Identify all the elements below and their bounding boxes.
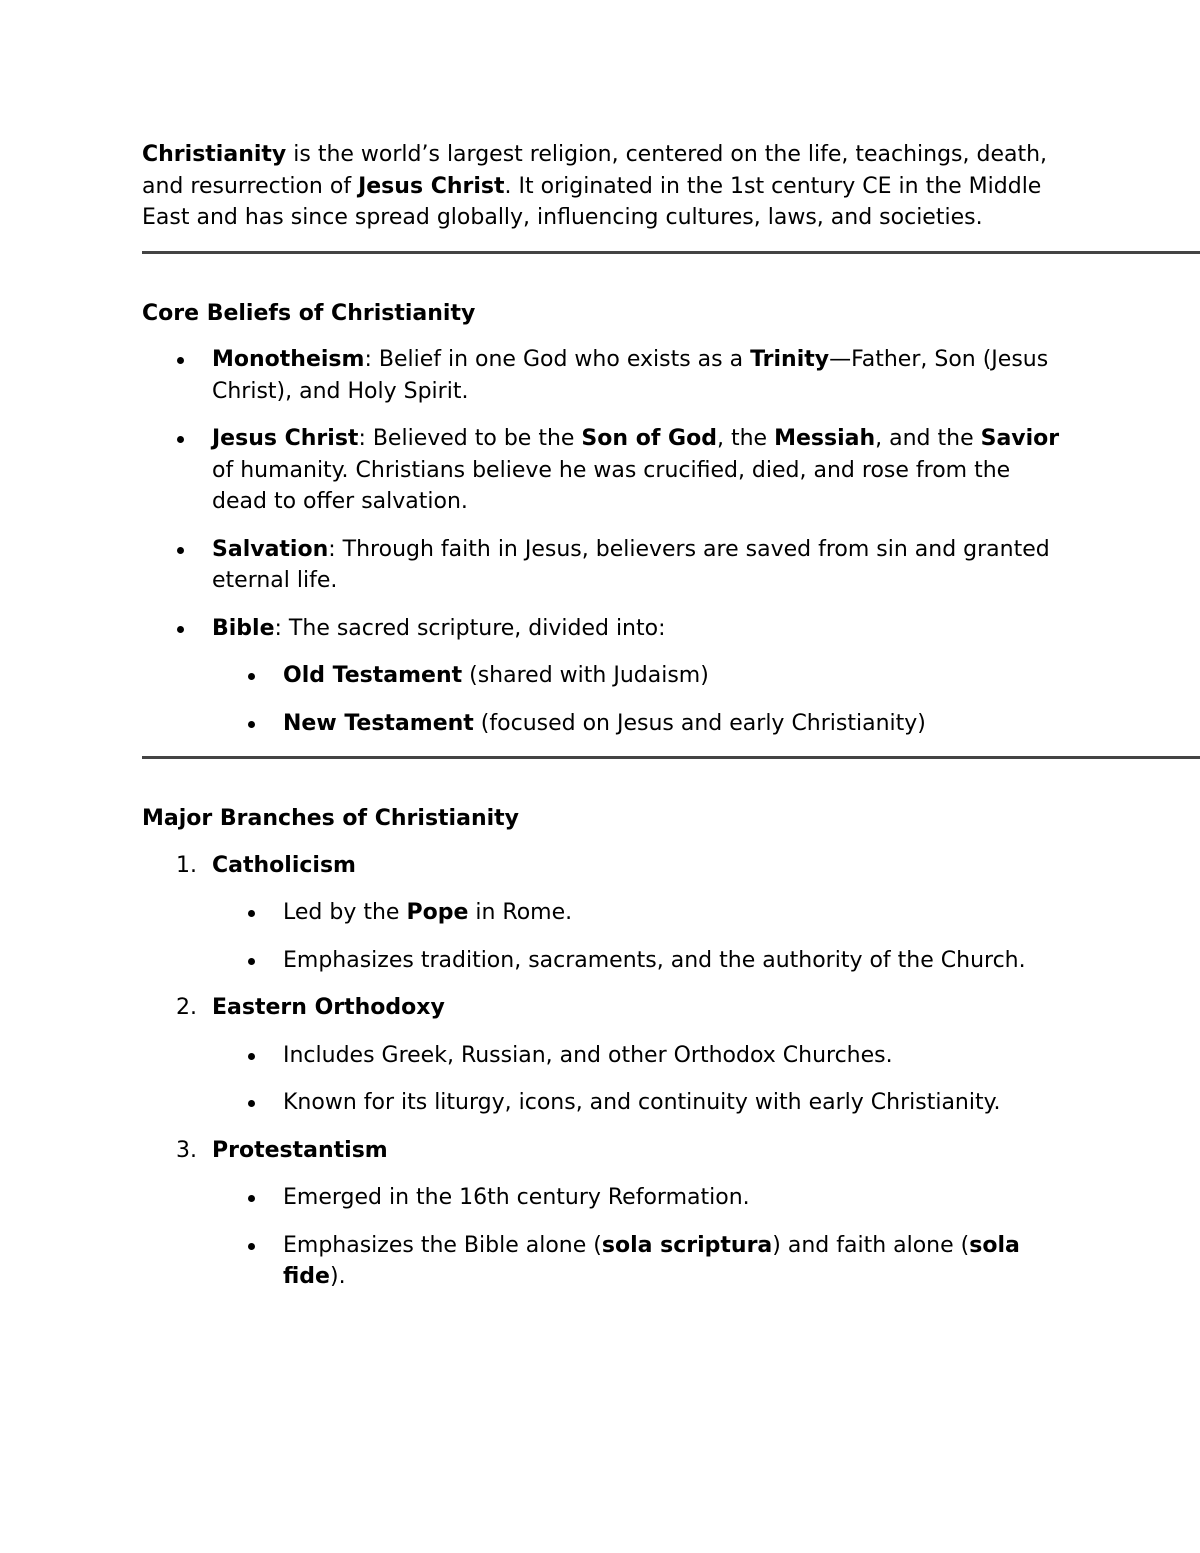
belief-salvation-term: Salvation [212, 536, 329, 562]
catholicism-point [142, 897, 1083, 929]
intro-term: Christianity [142, 142, 287, 167]
branch-name: Catholicism [212, 852, 356, 878]
new-testament-term: New Testament [283, 710, 474, 736]
divider-2 [142, 756, 1200, 759]
belief-jesus-text-4: of humanity. Christians believe he was crucified, died, and rose from the dead to offer salvation. [212, 457, 1011, 514]
catholicism-point: Emphasizes tradition, sacraments, and the authority of the Church. [142, 945, 1083, 977]
belief-salvation-text: : Through faith in Jesus, believers are saved from sin and granted eternal life. [212, 536, 1050, 593]
protestantism-points [142, 1182, 1200, 1293]
belief-messiah: Messiah [774, 426, 876, 451]
catholicism-point-text-1: Led by the [283, 900, 407, 925]
branch-protestantism [142, 1135, 1200, 1167]
belief-bible-term: Bible [212, 615, 275, 641]
sola-fide: sola fide [283, 1232, 1020, 1289]
belief-jesus-text-2: , the [716, 426, 775, 451]
branch-name: Eastern Orthodoxy [212, 995, 445, 1020]
branches-list [142, 850, 1200, 882]
bible-old-testament [142, 660, 1083, 692]
protestantism-point-text-1: Emphasizes the Bible alone ( [283, 1232, 602, 1258]
catholicism-pope: Pope [406, 900, 469, 925]
belief-monotheism [142, 344, 1072, 407]
bible-new-testament [142, 708, 1083, 740]
new-testament-text: (focused on Jesus and early Christianity) [473, 710, 926, 736]
orthodoxy-point: Known for its liturgy, icons, and continuity with early Christianity. [142, 1087, 1113, 1119]
major-branches-heading: Major Branches of Christianity [142, 806, 520, 831]
branch-number: 3. [176, 1137, 197, 1163]
belief-jesus-term: Jesus Christ [212, 426, 359, 451]
belief-jesus-text-3: , and the [875, 426, 981, 451]
branch-eastern-orthodoxy [142, 992, 1200, 1024]
branch-name: Protestantism [212, 1137, 388, 1163]
belief-monotheism-text-1: : Belief in one God who exists as a [364, 347, 751, 372]
branch-catholicism [142, 850, 1200, 882]
belief-monotheism-text-2: —Father, Son (Jesus Christ), and Holy Spirit. [212, 347, 1049, 404]
catholicism-points [142, 897, 1200, 976]
protestantism-point-text-2: ) and faith alone ( [772, 1232, 970, 1258]
protestantism-point: Emerged in the 16th century Reformation. [142, 1182, 1083, 1214]
branches-list [142, 992, 1200, 1024]
old-testament-text: (shared with Judaism) [462, 663, 709, 688]
catholicism-point-text-2: in Rome. [468, 900, 573, 925]
belief-trinity-term: Trinity [750, 347, 830, 372]
belief-bible [142, 613, 1072, 645]
intro-text-2: . It originated in the 1st century CE in the Middle East and has since spread globally, influencing cultures, laws, and societies. [142, 173, 1042, 230]
intro-paragraph [142, 139, 1062, 234]
branch-number: 1. [176, 852, 197, 878]
divider-1 [142, 251, 1200, 254]
old-testament-term: Old Testament [283, 663, 463, 688]
belief-savior: Savior [980, 426, 1060, 451]
orthodoxy-point: Includes Greek, Russian, and other Orthodox Churches. [142, 1040, 1083, 1072]
belief-bible-text: : The sacred scripture, divided into: [274, 615, 666, 641]
document-page [142, 139, 1200, 1293]
protestantism-point [142, 1230, 1083, 1293]
belief-salvation [142, 534, 1072, 597]
branch-number: 2. [176, 995, 197, 1020]
orthodoxy-points [142, 1040, 1200, 1119]
belief-son-of-god: Son of God [581, 426, 717, 451]
intro-text-1: is the world’s largest religion, centered on the life, teachings, death, and resurrection of [142, 142, 1048, 199]
protestantism-point-text-3: ). [329, 1264, 346, 1289]
branches-list [142, 1135, 1200, 1167]
sola-scriptura: sola scriptura [601, 1232, 773, 1258]
belief-jesus-christ [142, 423, 1072, 518]
core-beliefs-heading: Core Beliefs of Christianity [142, 300, 476, 326]
belief-monotheism-term: Monotheism [212, 347, 365, 372]
core-beliefs-list [142, 344, 1200, 739]
belief-jesus-text-1: : Believed to be the [358, 426, 582, 451]
intro-jesus: Jesus Christ [358, 173, 505, 199]
